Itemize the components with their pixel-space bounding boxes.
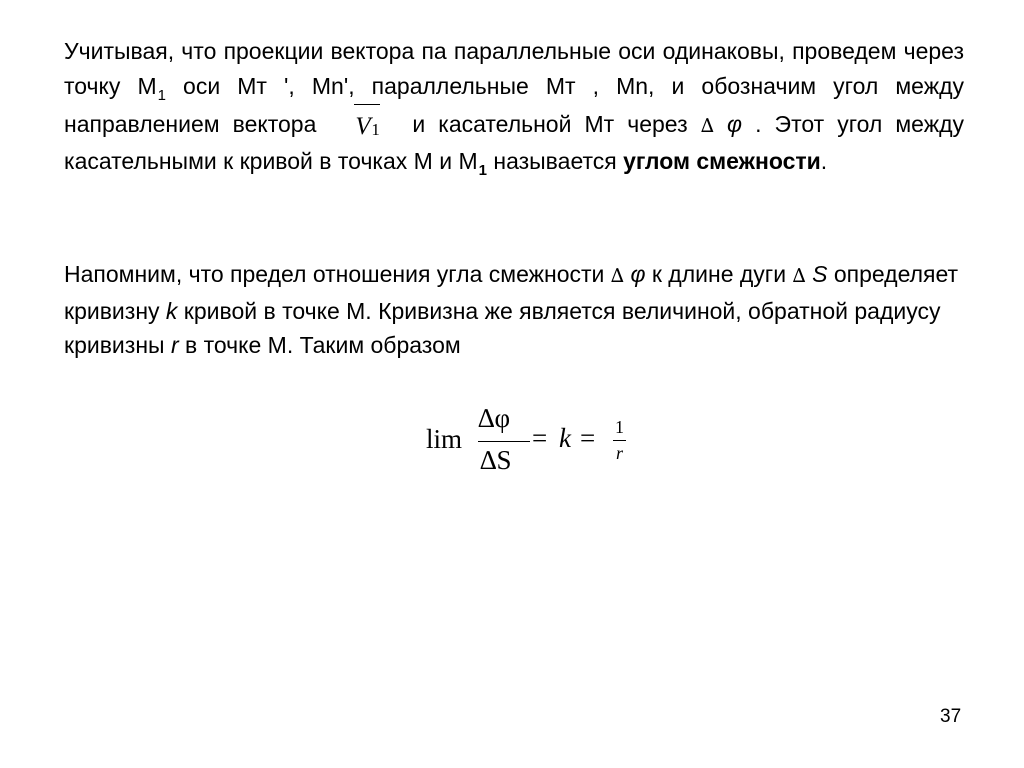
p2-text-4: кривой в точке М. Кривизна же является величиной, обратной радиусу кривизны [64, 297, 941, 358]
vector-v1-symbol [316, 111, 412, 141]
p2-text-2: к длине дуги [645, 261, 793, 287]
p1-text-4: . Этот угол между касательными к кривой в точках М и М [64, 111, 964, 174]
p1-text-6: . [820, 147, 828, 174]
vector-letter: V [355, 113, 371, 140]
p1-subscript-1: 1 [157, 86, 166, 104]
p1-delta-symbol: ∆ [700, 115, 714, 137]
p1-text-5: называется [486, 147, 624, 174]
formula-r: r [616, 443, 624, 463]
formula-equals-1: = [532, 423, 548, 453]
formula-denominator: ∆S [480, 445, 512, 475]
p2-text-5: в точке М. Таким образом [178, 332, 461, 358]
p1-text-2: оси Мт ', Мn', параллельные Мт , Мn, и обозначим угол между направлением вектора [64, 72, 965, 137]
p2-text-3: определяет кривизну [64, 261, 959, 324]
p2-phi-symbol: φ [630, 261, 646, 287]
formula-small-fraction-bar [613, 440, 626, 441]
p2-delta-symbol-1: ∆ [610, 265, 625, 287]
formula-fraction-bar [478, 441, 530, 442]
p1-text-3: и касательной Мт через [412, 111, 701, 137]
formula-equals-2: = [580, 423, 596, 453]
page-number: 37 [940, 706, 962, 727]
term-ugol-smezhnosti: углом смежности [623, 147, 821, 174]
p1-subscript-2: 1 [478, 161, 487, 179]
paragraph-1 [64, 34, 964, 182]
vector-bar [354, 104, 380, 105]
p1-text-1: Учитывая, что проекции вектора па параллельные оси одинаковы, проведем через точку М [64, 38, 964, 99]
paragraph-2 [64, 257, 964, 363]
vector-subscript: 1 [371, 120, 380, 139]
p2-s-symbol: S [812, 261, 828, 287]
formula-numerator: ∆φ [478, 403, 511, 433]
p2-text-1: Напомним, что предел отношения угла смежности [64, 261, 611, 287]
curvature-formula [420, 403, 650, 483]
p2-r-symbol: r [170, 332, 179, 358]
p2-k-symbol: k [165, 297, 178, 324]
formula-k: k [559, 423, 571, 453]
formula-lim: lim [426, 424, 463, 454]
formula-one: 1 [615, 417, 624, 437]
p1-phi-symbol: φ [727, 111, 743, 137]
p2-delta-symbol-2: ∆ [792, 265, 806, 287]
